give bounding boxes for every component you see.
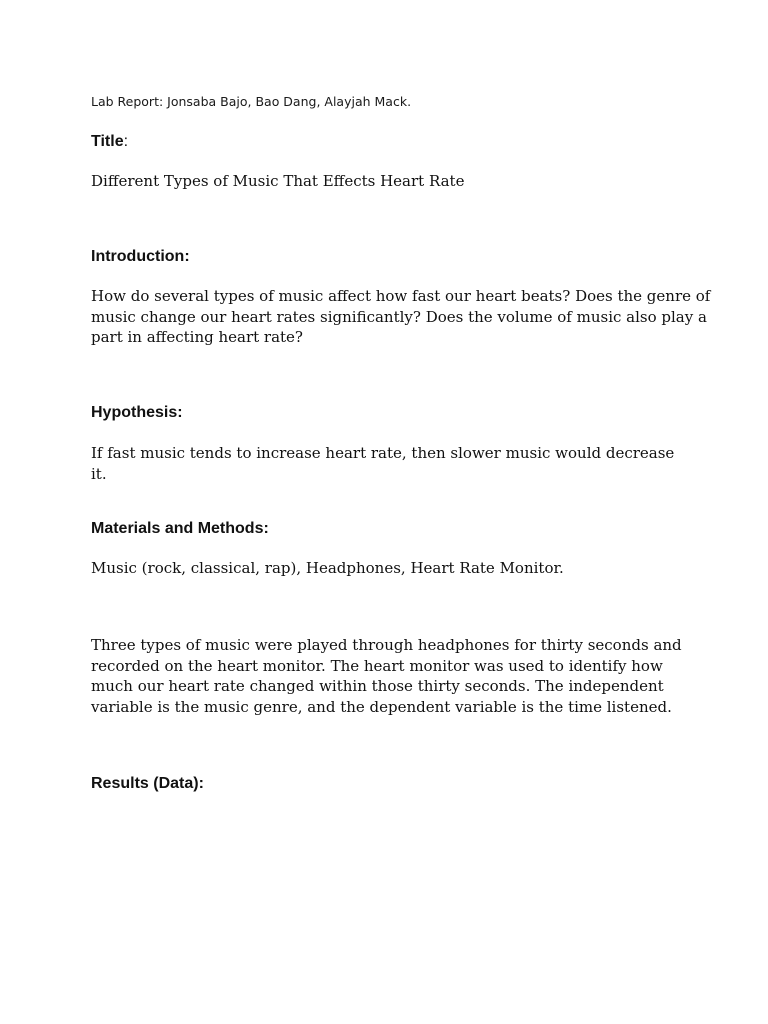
introduction-line: part in affecting heart rate? [91,328,303,346]
methods-line: recorded on the heart monitor. The heart monitor was used to identify how [91,656,663,675]
authors-line: Lab Report: Jonsaba Bajo, Bao Dang, Alayjah Mack. [91,94,412,109]
results-heading: Results (Data): [91,775,204,792]
title-heading-colon: : [123,133,129,150]
methods-line: variable is the music genre, and the dependent variable is the time listened. [91,697,672,716]
materials-text: Music (rock, classical, rap), Headphones, Heart Rate Monitor. [91,559,564,577]
hypothesis-text: If fast music tends to increase heart rate, then slower music would decrease it. [91,444,675,483]
introduction-heading: Introduction: [91,248,190,265]
introduction-line: music change our heart rates significantly? Does the volume of music also play a [91,307,707,326]
hypothesis-heading: Hypothesis: [91,404,183,421]
methods-line: much our heart rate changed within those thirty seconds. The independent [91,677,664,695]
materials-heading: Materials and Methods: [91,520,269,537]
title-text: Different Types of Music That Effects Heart Rate [91,172,465,190]
introduction-line: How do several types of music affect how fast our heart beats? Does the genre of [91,287,711,305]
title-heading-label: Title [91,133,124,150]
introduction-paragraph [91,286,711,348]
methods-paragraph [91,635,691,717]
methods-line: Three types of music were played through headphones for thirty seconds and [91,636,682,654]
title-heading [91,132,128,152]
